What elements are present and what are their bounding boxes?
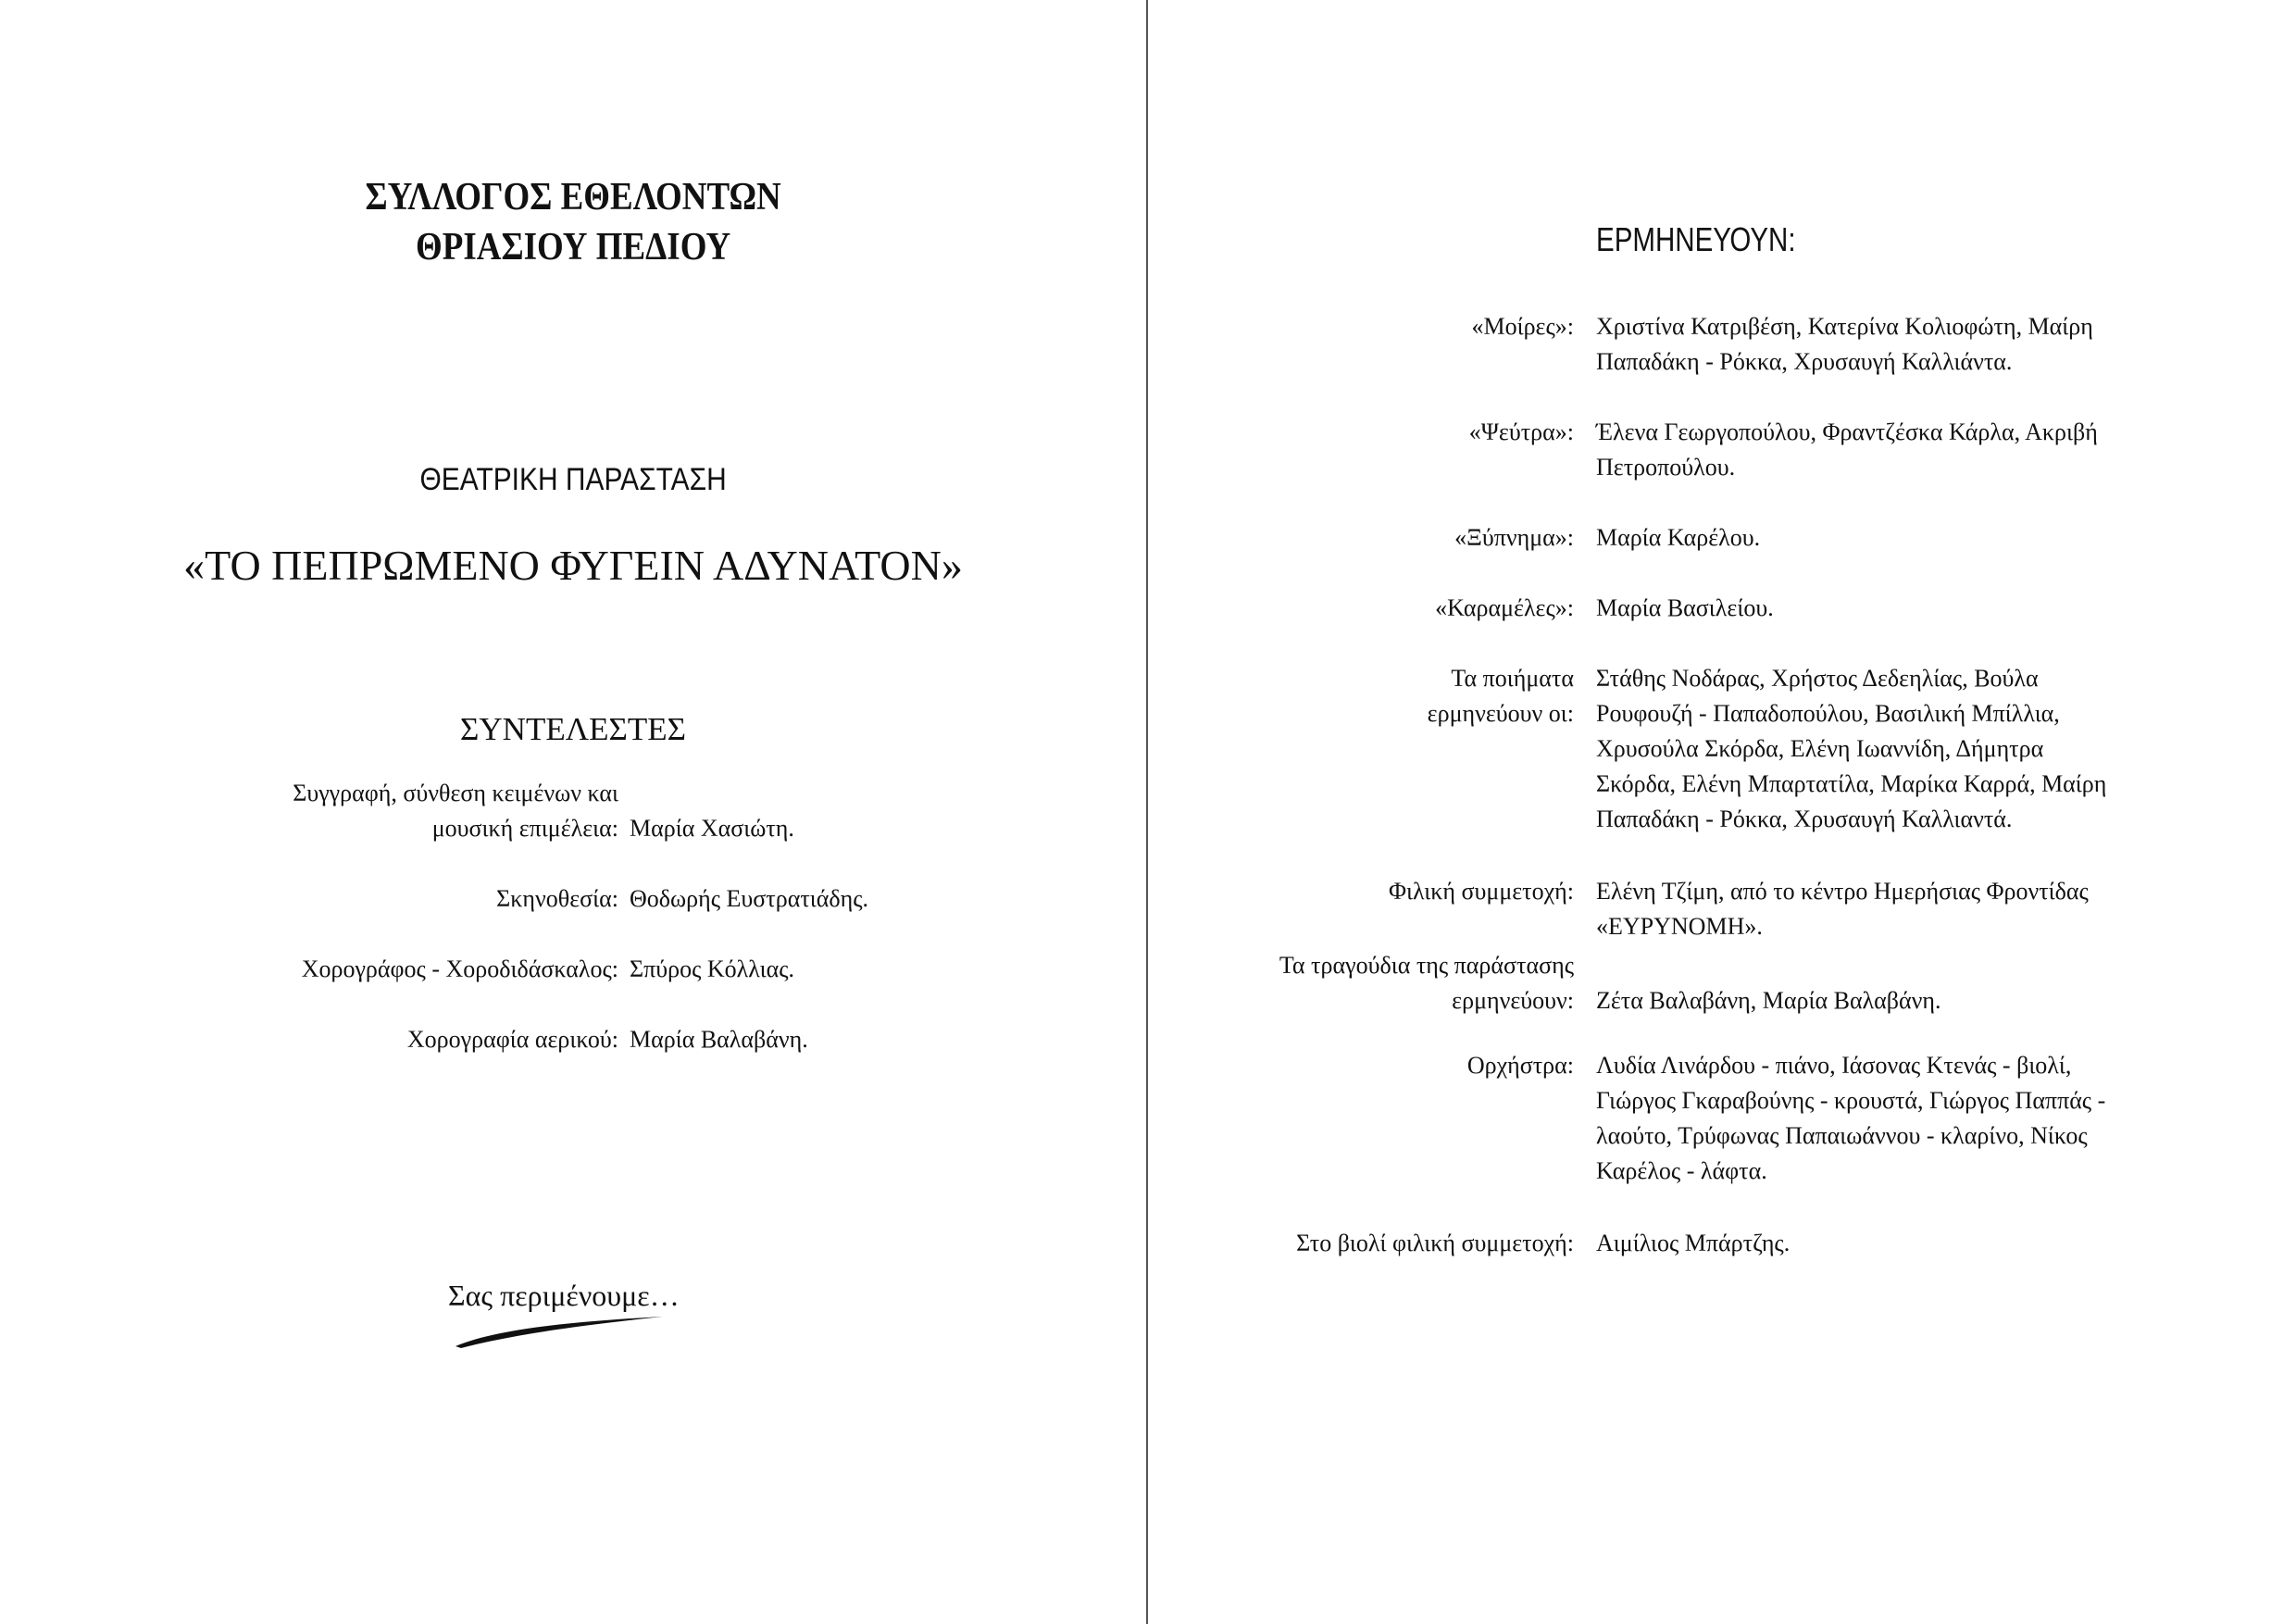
cast-role-line: ερμηνεύουν: — [1452, 987, 1574, 1014]
cast-role — [1389, 874, 1574, 909]
sign-off-text: Σας περιμένουμε… — [448, 1279, 680, 1312]
brush-stroke-flourish — [454, 1313, 676, 1350]
cast-names — [1596, 661, 2170, 837]
cast-role — [1279, 948, 1574, 1018]
cast-role-line: «Ψεύτρα»: — [1468, 418, 1574, 445]
credits-heading: ΣΥΝΤΕΛΕΣΤΕΣ — [460, 711, 686, 747]
cast-role-line: Τα ποιήματα — [1451, 665, 1574, 692]
cast-names — [1596, 520, 2170, 556]
credit-role-line: Χορογραφία αερικού: — [406, 1026, 618, 1053]
cast-heading: ΕΡΜΗΝΕΥΟΥΝ: — [1596, 220, 1796, 258]
association-name — [69, 172, 1077, 272]
credit-name: Σπύρος Κόλλιας. — [630, 956, 794, 982]
cast-role-line: Τα τραγούδια της παράστασης — [1279, 952, 1574, 979]
cast-names — [1596, 415, 2170, 485]
cast-role-line: ερμηνεύουν οι: — [1427, 700, 1574, 727]
left-page — [0, 0, 1146, 1624]
credit-role — [302, 952, 618, 987]
credit-name: Μαρία Βαλαβάνη. — [630, 1026, 808, 1053]
cast-role — [1471, 309, 1574, 344]
cast-names — [1596, 309, 2170, 380]
credit-role-line: Χορογράφος - Χοροδιδάσκαλος: — [301, 956, 618, 982]
cast-role — [1428, 661, 1574, 731]
cast-role-line: «Καραμέλες»: — [1435, 594, 1574, 621]
cast-names-line: Ρουφουζή - Παπαδοπούλου, Βασιλική Μπίλλια, — [1596, 700, 2060, 727]
cast-names-line: Έλενα Γεωργοπούλου, Φραντζέσκα Κάρλα, Ακριβή — [1596, 418, 2098, 445]
cast-names — [1596, 1226, 2170, 1261]
cast-names — [1596, 1048, 2170, 1189]
cast-names-line: Λυδία Λινάρδου - πιάνο, Ιάσονας Κτενάς - βιολί, — [1596, 1052, 2072, 1079]
cast-names-line: Χριστίνα Κατριβέση, Κατερίνα Κολιοφώτη, Μαίρη — [1596, 313, 2093, 340]
cast-names-line: Χρυσούλα Σκόρδα, Ελένη Ιωαννίδη, Δήμητρα — [1596, 735, 2044, 762]
cast-names-line: Παπαδάκη - Ρόκκα, Χρυσαυγή Καλλιαντά. — [1596, 806, 2013, 832]
cast-names-line: Μαρία Καρέλου. — [1596, 524, 1761, 551]
cast-role-line: Στο βιολί φιλική συμμετοχή: — [1296, 1230, 1574, 1256]
cast-role-line: «Ξύπνημα»: — [1454, 524, 1574, 551]
credit-role-line: Συγγραφή, σύνθεση κειμένων και — [293, 780, 618, 806]
cast-names-line: Παπαδάκη - Ρόκκα, Χρυσαυγή Καλλιάντα. — [1596, 348, 2013, 375]
cast-names-line: «ΕΥΡΥΝΟΜΗ». — [1596, 913, 1763, 940]
cast-names-line: Στάθης Νοδάρας, Χρήστος Δεδεηλίας, Βούλα — [1596, 665, 2039, 692]
credit-role-line: Σκηνοθεσία: — [496, 885, 618, 912]
cast-names — [1596, 591, 2170, 626]
cast-role-line: «Μοίρες»: — [1471, 313, 1574, 340]
cast-names-line: Σκόρδα, Ελένη Μπαρτατίλα, Μαρίκα Καρρά, Μαίρη — [1596, 770, 2107, 797]
cast-names-line: Καρέλος - λάφτα. — [1596, 1157, 1767, 1184]
credit-role — [496, 881, 618, 917]
cast-names-line: λαούτο, Τρύφωνας Παπαιωάννου - κλαρίνο, Νίκος — [1596, 1122, 2088, 1149]
credit-role — [407, 1022, 618, 1057]
cast-names-line: Γιώργος Γκαραβούνης - κρουστά, Γιώργος Παππάς - — [1596, 1087, 2106, 1114]
cast-role — [1296, 1226, 1574, 1261]
cast-role — [1435, 591, 1574, 626]
cast-names-line: Ζέτα Βαλαβάνη, Μαρία Βαλαβάνη. — [1596, 987, 1941, 1014]
credit-role-line: μουσική επιμέλεια: — [431, 815, 618, 842]
event-type: ΘΕΑΤΡΙΚΗ ΠΑΡΑΣΤΑΣΗ — [419, 462, 727, 497]
cast-role-line: Ορχήστρα: — [1466, 1052, 1574, 1079]
cast-names — [1596, 874, 2170, 944]
play-title: «ΤΟ ΠΕΠΡΩΜΕΝΟ ΦΥΓΕΙΝ ΑΔΥΝΑΤΟΝ» — [183, 542, 963, 589]
credit-role — [293, 776, 618, 846]
cast-role — [1467, 1048, 1574, 1083]
cast-role-line: Φιλική συμμετοχή: — [1389, 878, 1574, 905]
cast-names-line: Ελένη Τζίμη, από το κέντρο Ημερήσιας Φροντίδας — [1596, 878, 2089, 905]
association-line-2: ΘΡΙΑΣΙΟΥ ΠΕΔΙΟΥ — [416, 226, 731, 269]
cast-names-line: Πετροπούλου. — [1596, 454, 1736, 481]
credits-list — [0, 776, 1146, 1053]
cast-role — [1454, 520, 1574, 556]
right-page — [1148, 0, 2296, 1624]
cast-names-line: Μαρία Βασιλείου. — [1596, 594, 1774, 621]
cast-role — [1469, 415, 1574, 450]
cast-names-line: Αιμίλιος Μπάρτζης. — [1596, 1230, 1791, 1256]
brush-stroke-path — [455, 1317, 663, 1348]
association-line-1: ΣΥΛΛΟΓΟΣ ΕΘΕΛΟΝΤΩΝ — [365, 176, 781, 219]
cast-names — [1596, 983, 2170, 1018]
credit-name: Θοδωρής Ευστρατιάδης. — [630, 885, 869, 912]
credit-name: Μαρία Χασιώτη. — [630, 815, 794, 842]
